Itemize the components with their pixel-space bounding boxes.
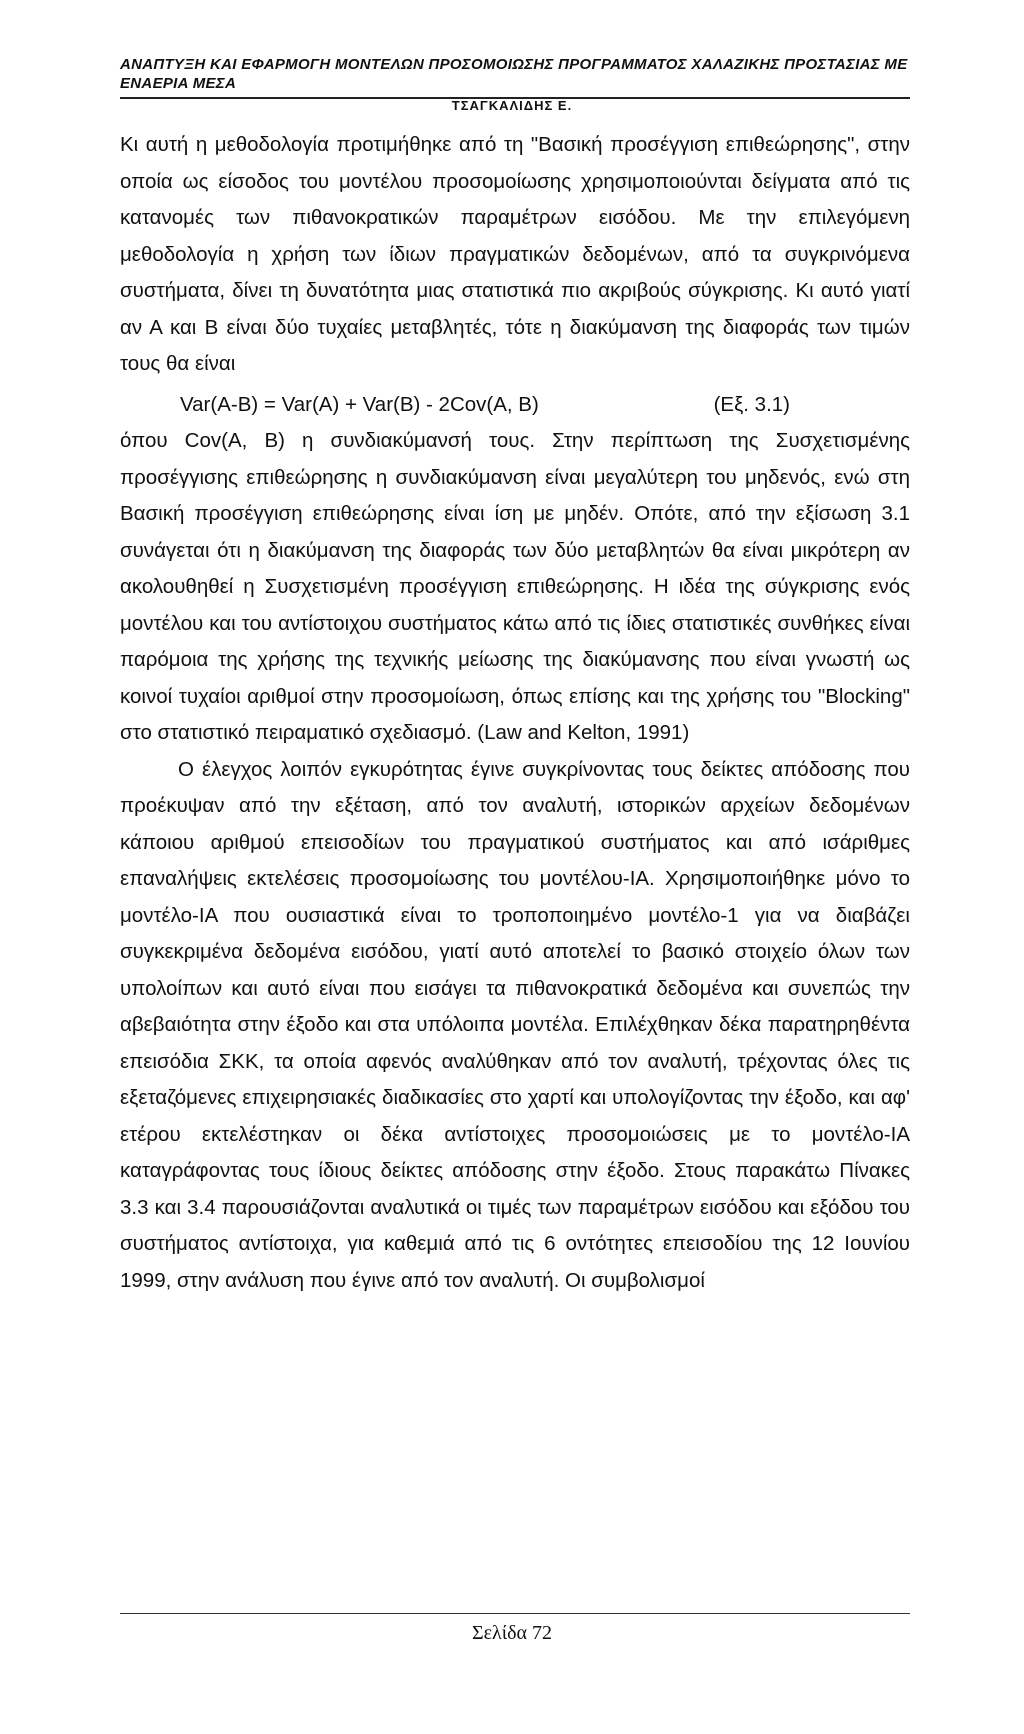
page-number: Σελίδα 72 xyxy=(471,1622,553,1644)
header-title-line1: ΑΝΑΠΤΥΞΗ ΚΑΙ ΕΦΑΡΜΟΓΗ ΜΟΝΤΕΛΩΝ ΠΡΟΣΟΜΟΙΩΣΗΣ ΠΡΟΓΡΑΜΜΑΤΟΣ ΧΑΛΑΖΙΚΗΣ ΠΡΟΣΤΑΣΙΑΣ ΜΕ xyxy=(120,56,908,73)
paragraph-3: Ο έλεγχος λοιπόν εγκυρότητας έγινε συγκρίνοντας τους δείκτες απόδοσης που προέκυψαν από την εξέταση, από τον αναλυτή, ιστορικών αρχείων δεδομένων κάποιου αριθμού επεισοδίων του πραγματικού συστήματος και από ισάριθμες επαναλήψεις εκτελέσεις προσομοίωσης του μοντέλου-ΙΑ. Χρησιμοποιήθηκε μόνο το μοντέλο-ΙΑ που ουσιαστικά είναι το τροποποιημένο μοντέλο-1 για να διαβάζει συγκεκριμένα δεδομένα εισόδου, γιατί αυτό αποτελεί το βασικό στοιχείο όλων των υπολοίπων και αυτό είναι που εισάγει τα πιθανοκρατικά δεδομένα και συνεπώς την αβεβαιότητα στην έξοδο και στα υπόλοιπα μοντέλα. Επιλέχθηκαν δέκα παρατηρηθέντα επεισόδια ΣΚΚ, τα οποία αφενός αναλύθηκαν από τον αναλυτή, τρέχοντας όλες τις εξεταζόμενες επιχειρησιακές διαδικασίες στο χαρτί και υπολογίζοντας την έξοδο, και αφ' ετέρου εκτελέστηκαν οι δέκα αντίστοιχες προσομοιώσεις με το μοντέλο-ΙΑ καταγράφοντας τους ίδιους δείκτες απόδοσης στην έξοδο. Στους παρακάτω Πίνακες 3.3 και 3.4 παρουσιάζονται αναλυτικά οι τιμές των παραμέτρων εισόδου και εξόδου του συστήματος αντίστοιχα, για καθεμιά από τις 6 οντότητες επεισοδίου της 12 Ιουνίου 1999, στην ανάλυση που έγινε από τον αναλυτή. Οι συμβολισμοί xyxy=(120,757,910,1292)
paragraph-1: Κι αυτή η μεθοδολογία προτιμήθηκε από τη "Βασική προσέγγιση επιθεώρησης", στην οποία ως είσοδος του μοντέλου προσομοίωσης χρησιμοποιούνται δείγματα από τις κατανομές των πιθανοκρατικών παραμέτρων εισόδου. Με την επιλεγόμενη μεθοδολογία η χρήση των ίδιων πραγματικών δεδομένων, από τα συγκρινόμενα συστήματα, δίνει τη δυνατότητα μιας στατιστικά πιο ακριβούς σύγκρισης. Κι αυτό γιατί αν Α και Β είναι δύο τυχαίες μεταβλητές, τότε η διακύμανση της διαφοράς των τιμών τους θα είναι xyxy=(120,133,910,375)
equation-3-1 xyxy=(120,387,910,424)
equation-expression: Var(A-B) = Var(A) + Var(B) - 2Cov(A, B) xyxy=(180,392,539,416)
footer-divider xyxy=(120,1613,910,1614)
equation-label: (Εξ. 3.1) xyxy=(713,392,790,416)
paragraph-2: όπου Cov(A, B) η συνδιακύμανσή τους. Στην περίπτωση της Συσχετισμένης προσέγγισης επιθεώρησης η συνδιακύμανση είναι μεγαλύτερη του μηδενός, ενώ στη Βασική προσέγγιση επιθεώρησης είναι ίση με μηδέν. Οπότε, από την εξίσωση 3.1 συνάγεται ότι η διακύμανση της διαφοράς των δύο μεταβλητών θα είναι μικρότερη αν ακολουθηθεί η Συσχετισμένη προσέγγιση επιθεώρησης. Η ιδέα της σύγκρισης ενός μοντέλου και του αντίστοιχου συστήματος κάτω από τις ίδιες στατιστικές συνθήκες είναι παρόμοια της χρήσης της τεχνικής μείωσης της διακύμανσης που είναι γνωστή ως κοινοί τυχαίοι αριθμοί στην προσομοίωση, όπως επίσης και της χρήσης του "Blocking" στο στατιστικό πειραματικό σχεδιασμό. (Law and Kelton, 1991) xyxy=(120,429,910,744)
page-body xyxy=(120,127,910,1299)
header-author: ΤΣΑΓΚΑΛΙΔΗΣ Ε. xyxy=(451,98,573,113)
header-title-line2: ΕΝΑΕΡΙΑ ΜΕΣΑ xyxy=(120,75,237,92)
running-header xyxy=(120,55,910,93)
